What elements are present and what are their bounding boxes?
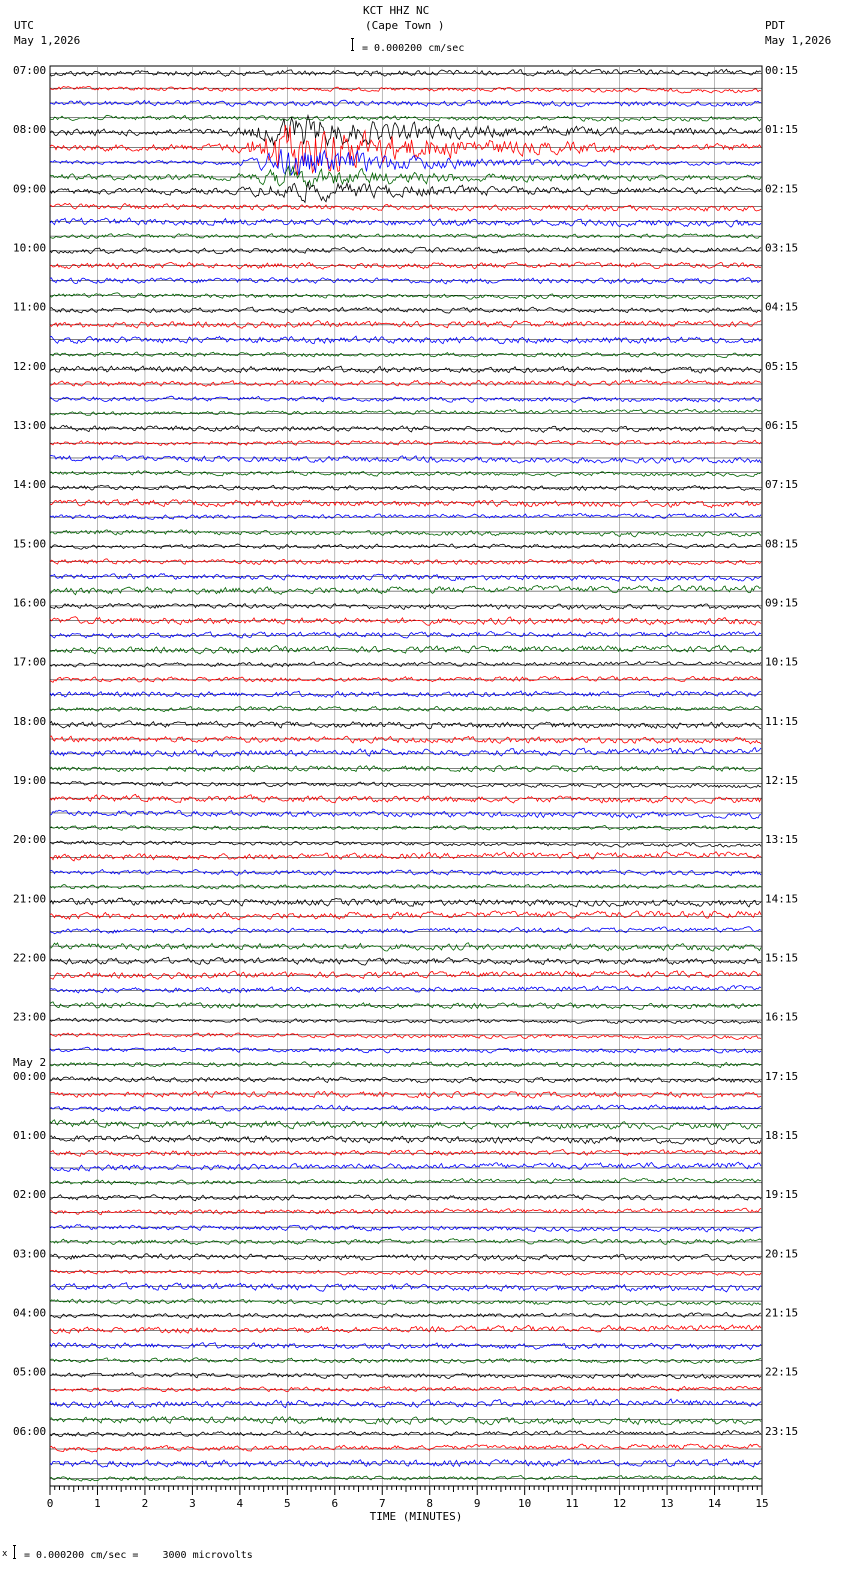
scale-label: = 0.000200 cm/sec bbox=[362, 43, 465, 54]
x-tick-label: 8 bbox=[426, 1497, 434, 1510]
utc-hour-label: 05:00 bbox=[13, 1365, 47, 1379]
seismic-trace-row bbox=[50, 182, 761, 202]
utc-hour-label: 07:00 bbox=[13, 64, 47, 77]
utc-hour-label: 11:00 bbox=[13, 300, 47, 314]
seismic-trace-row bbox=[50, 1225, 761, 1232]
utc-hour-label: 18:00 bbox=[13, 714, 47, 728]
x-tick-label: 11 bbox=[565, 1497, 579, 1510]
utc-hour-label: 16:00 bbox=[13, 596, 47, 610]
seismic-trace-row bbox=[50, 911, 761, 920]
seismic-trace-row bbox=[50, 617, 761, 626]
utc-hour-label: 10:00 bbox=[13, 241, 47, 255]
pdt-hour-label: 08:15 bbox=[765, 537, 799, 551]
utc-hour-label: 01:00 bbox=[13, 1129, 47, 1142]
footer-marker-icon: x bbox=[2, 1549, 8, 1559]
seismic-trace-row bbox=[50, 366, 761, 373]
seismic-trace-row bbox=[50, 721, 761, 729]
seismic-trace-row bbox=[50, 852, 761, 861]
seismic-trace-row bbox=[50, 1343, 761, 1350]
x-tick-label: 2 bbox=[141, 1497, 149, 1510]
seismic-trace-row bbox=[50, 810, 761, 819]
pdt-hour-label: 05:15 bbox=[765, 359, 799, 373]
utc-hour-label: 12:00 bbox=[13, 359, 47, 373]
seismic-trace-row bbox=[50, 530, 761, 537]
utc-hour-label: 14:00 bbox=[13, 478, 47, 492]
x-tick-label: 5 bbox=[284, 1497, 291, 1510]
pdt-hour-label: 18:15 bbox=[765, 1129, 799, 1142]
seismic-trace-row bbox=[50, 321, 761, 329]
seismic-trace-row bbox=[50, 115, 761, 121]
left-timezone: UTC bbox=[14, 19, 34, 32]
seismic-trace-row bbox=[50, 971, 761, 980]
seismic-trace-row bbox=[50, 782, 761, 789]
pdt-hour-label: 13:15 bbox=[765, 833, 799, 847]
x-tick-label: 3 bbox=[189, 1497, 196, 1510]
seismic-trace-row bbox=[50, 167, 761, 187]
x-tick-label: 14 bbox=[707, 1497, 722, 1510]
seismic-trace-row bbox=[50, 603, 761, 609]
seismic-trace-row bbox=[50, 513, 761, 519]
seismic-trace-row bbox=[50, 870, 761, 876]
seismic-trace-row bbox=[50, 352, 761, 358]
seismic-trace-row bbox=[50, 794, 761, 803]
footer-scale-note: = 0.000200 cm/sec = 3000 microvolts bbox=[24, 1550, 253, 1561]
seismic-trace-row bbox=[50, 1047, 761, 1053]
utc-hour-label: 13:00 bbox=[13, 419, 47, 432]
utc-hour-label: 06:00 bbox=[13, 1424, 47, 1438]
seismic-trace-row bbox=[50, 586, 761, 595]
pdt-hour-label: 16:15 bbox=[765, 1010, 799, 1024]
seismic-trace-row bbox=[50, 1119, 761, 1129]
utc-hour-label: 02:00 bbox=[13, 1188, 47, 1202]
seismic-trace-row bbox=[50, 645, 761, 654]
utc-hour-label: 21:00 bbox=[13, 892, 47, 906]
utc-date-label: May 2 bbox=[13, 1055, 47, 1069]
x-tick-label: 0 bbox=[46, 1497, 54, 1510]
right-timezone: PDT bbox=[765, 19, 785, 32]
pdt-hour-label: 02:15 bbox=[765, 182, 799, 196]
utc-hour-label: 08:00 bbox=[13, 123, 47, 137]
seismic-trace-row bbox=[50, 691, 761, 698]
seismic-trace-row bbox=[50, 380, 761, 387]
seismic-trace-row bbox=[50, 1018, 761, 1024]
x-tick-label: 15 bbox=[755, 1497, 769, 1510]
pdt-hour-label: 23:15 bbox=[765, 1424, 799, 1438]
seismic-trace-row bbox=[50, 957, 761, 965]
utc-hour-label: 20:00 bbox=[13, 833, 47, 847]
seismic-trace-row bbox=[50, 396, 761, 402]
x-tick-label: 1 bbox=[94, 1497, 101, 1510]
seismic-trace-row bbox=[50, 1002, 761, 1010]
pdt-hour-label: 22:15 bbox=[765, 1365, 799, 1379]
pdt-hour-label: 09:15 bbox=[765, 596, 799, 610]
seismic-trace-row bbox=[50, 1358, 761, 1364]
x-tick-label: 13 bbox=[660, 1497, 674, 1510]
seismic-trace-row bbox=[50, 748, 761, 757]
seismic-trace-row bbox=[50, 278, 761, 284]
seismic-trace-row bbox=[50, 69, 761, 76]
seismic-trace-row bbox=[50, 293, 761, 300]
seismic-trace-row bbox=[50, 544, 761, 550]
time-labels bbox=[13, 64, 798, 1438]
seismic-trace-row bbox=[50, 485, 761, 490]
pdt-hour-label: 07:15 bbox=[765, 478, 799, 492]
seismic-trace-row bbox=[50, 336, 761, 344]
seismic-trace-row bbox=[50, 1091, 761, 1098]
seismic-trace-row bbox=[50, 1135, 761, 1144]
seismic-trace-row bbox=[50, 499, 761, 507]
seismic-trace-row bbox=[50, 1105, 761, 1112]
pdt-hour-label: 21:15 bbox=[765, 1306, 799, 1320]
seismic-trace-row bbox=[50, 884, 761, 889]
utc-hour-label: 17:00 bbox=[13, 655, 47, 669]
seismic-trace-row bbox=[50, 1270, 761, 1275]
utc-hour-label: 15:00 bbox=[13, 537, 47, 551]
seismic-trace-row bbox=[50, 1325, 761, 1334]
seismic-trace-row bbox=[50, 455, 761, 463]
seismic-trace-row bbox=[50, 986, 761, 993]
seismic-traces bbox=[50, 69, 761, 1481]
pdt-hour-label: 14:15 bbox=[765, 892, 799, 906]
pdt-hour-label: 15:15 bbox=[765, 951, 799, 965]
seismic-trace-row bbox=[50, 1313, 761, 1319]
location-subtitle: (Cape Town ) bbox=[365, 19, 445, 32]
seismic-trace-row bbox=[50, 1299, 761, 1306]
seismic-trace-row bbox=[50, 440, 761, 445]
seismic-trace-row bbox=[50, 425, 761, 432]
pdt-hour-label: 10:15 bbox=[765, 655, 799, 669]
x-tick-label: 7 bbox=[378, 1497, 386, 1510]
utc-hour-label: 22:00 bbox=[13, 951, 47, 965]
seismic-trace-row bbox=[50, 409, 761, 415]
seismic-trace-row bbox=[50, 1077, 761, 1083]
seismic-trace-row bbox=[50, 736, 761, 744]
pdt-hour-label: 19:15 bbox=[765, 1188, 799, 1202]
seismic-trace-row bbox=[50, 86, 761, 93]
utc-hour-label: 04:00 bbox=[13, 1306, 47, 1320]
right-date: May 1,2026 bbox=[765, 34, 832, 47]
seismic-trace-row bbox=[50, 1373, 761, 1379]
pdt-hour-label: 20:15 bbox=[765, 1247, 799, 1261]
pdt-hour-label: 17:15 bbox=[765, 1069, 799, 1083]
seismic-trace-row bbox=[50, 1178, 761, 1185]
seismic-trace-row bbox=[50, 149, 761, 175]
seismic-trace-row bbox=[50, 247, 761, 254]
pdt-hour-label: 00:15 bbox=[765, 64, 799, 77]
pdt-hour-label: 11:15 bbox=[765, 714, 799, 728]
seismic-trace-row bbox=[50, 1239, 761, 1245]
seismic-trace-row bbox=[50, 1430, 761, 1436]
seismic-trace-row bbox=[50, 203, 761, 211]
seismic-trace-row bbox=[50, 1162, 761, 1171]
seismic-trace-row bbox=[50, 898, 761, 907]
seismic-trace-row bbox=[50, 1417, 761, 1425]
utc-hour-label: 00:00 bbox=[13, 1069, 47, 1083]
seismic-trace-row bbox=[50, 943, 761, 951]
seismic-trace-row bbox=[50, 631, 761, 638]
seismic-trace-row bbox=[50, 1459, 761, 1467]
x-tick-label: 12 bbox=[612, 1497, 627, 1510]
x-tick-label: 10 bbox=[518, 1497, 532, 1510]
x-tick-label: 6 bbox=[331, 1497, 339, 1510]
seismic-trace-row bbox=[50, 1208, 761, 1214]
seismic-trace-row bbox=[50, 1386, 761, 1392]
seismic-trace-row bbox=[50, 574, 761, 582]
seismic-trace-row bbox=[50, 100, 761, 107]
pdt-hour-label: 03:15 bbox=[765, 241, 799, 255]
utc-hour-label: 03:00 bbox=[13, 1247, 47, 1261]
seismic-trace-row bbox=[50, 841, 761, 847]
pdt-hour-label: 01:15 bbox=[765, 123, 799, 137]
pdt-hour-label: 06:15 bbox=[765, 419, 799, 432]
utc-hour-label: 09:00 bbox=[13, 182, 47, 196]
seismic-trace-row bbox=[50, 1283, 761, 1292]
x-tick-label: 9 bbox=[473, 1497, 481, 1510]
seismic-trace-row bbox=[50, 662, 761, 667]
seismic-trace-row bbox=[50, 927, 761, 934]
seismic-trace-row bbox=[50, 470, 761, 476]
seismic-trace-row bbox=[50, 1254, 761, 1261]
left-date: May 1,2026 bbox=[14, 34, 81, 47]
x-tick-label: 4 bbox=[236, 1497, 244, 1510]
utc-hour-label: 19:00 bbox=[13, 774, 47, 787]
seismic-trace-row bbox=[50, 559, 761, 565]
utc-hour-label: 23:00 bbox=[13, 1010, 47, 1024]
pdt-hour-label: 04:15 bbox=[765, 300, 799, 314]
seismic-trace-row bbox=[50, 1033, 761, 1040]
seismic-trace-row bbox=[50, 676, 761, 682]
station-title: KCT HHZ NC bbox=[363, 4, 430, 17]
x-axis-title: TIME (MINUTES) bbox=[369, 1510, 463, 1523]
seismic-trace-row bbox=[50, 706, 761, 712]
seismic-trace-row bbox=[50, 1399, 761, 1408]
x-axis bbox=[47, 1486, 769, 1523]
seismic-trace-row bbox=[50, 1476, 761, 1482]
seismic-trace-row bbox=[50, 218, 761, 227]
pdt-hour-label: 12:15 bbox=[765, 774, 799, 787]
seismic-trace-row bbox=[50, 1444, 761, 1452]
